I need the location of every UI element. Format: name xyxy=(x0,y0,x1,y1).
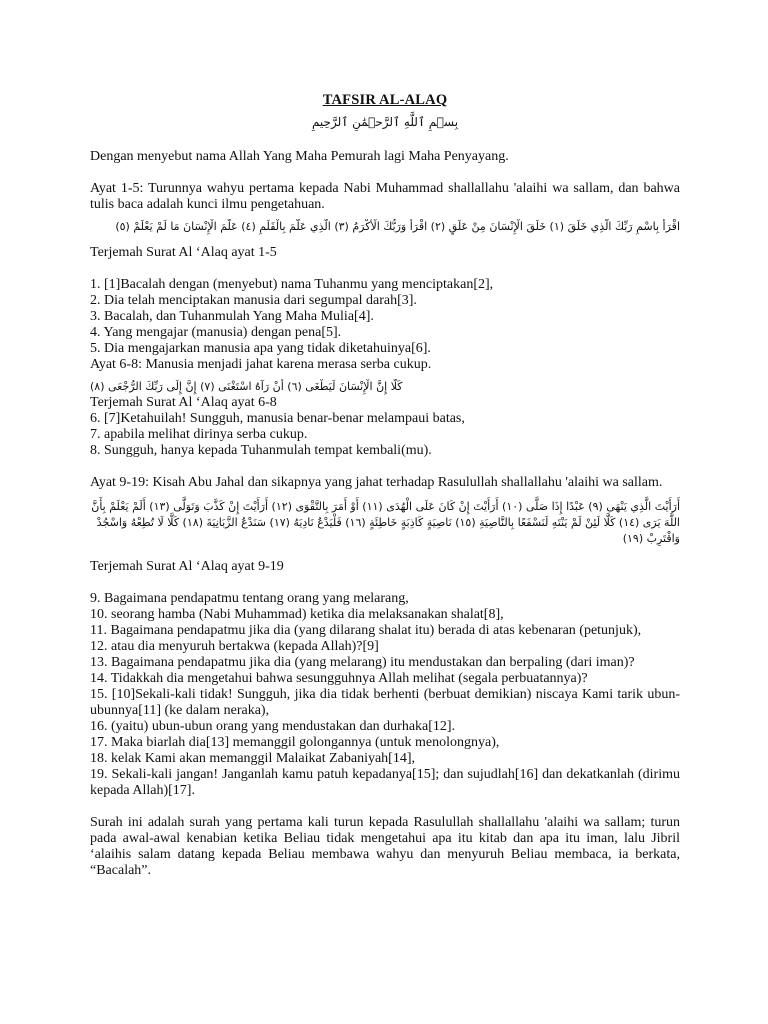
list-item: 13. Bagaimana pendapatmu jika dia (yang melarang) itu mendustakan dan berpaling (dari iman)? xyxy=(90,655,635,670)
list-item: 10. seorang hamba (Nabi Muhammad) ketika dia melaksanakan shalat[8], xyxy=(90,607,504,622)
list-item: 14. Tidakkah dia mengetahui bahwa sesungguhnya Allah melihat (segala perbuatannya)? xyxy=(90,671,588,686)
section3-heading: Ayat 9-19: Kisah Abu Jahal dan sikapnya yang jahat terhadap Rasulullah shallallahu 'alaihi wa sallam. xyxy=(90,475,663,490)
list-item: 6. [7]Ketahuilah! Sungguh, manusia benar-benar melampaui batas, xyxy=(90,411,465,426)
list-item: 11. Bagaimana pendapatmu jika dia (yang dilarang shalat itu) berada di atas kebenaran (petunjuk), xyxy=(90,623,642,638)
section2-arabic: كَلَّا إِنَّ الْإِنْسَانَ لَيَطْغَى (٦) أَنْ رَآهُ اسْتَغْنَى (٧) إِنَّ إِلَى رَبِّكَ الرُّجْعَى (٨) xyxy=(90,380,403,393)
list-item: 16. (yaitu) ubun-ubun orang yang mendustakan dan durhaka[12]. xyxy=(90,719,456,734)
page-title: TAFSIR AL-ALAQ xyxy=(322,92,448,108)
list-item: 7. apabila melihat dirinya serba cukup. xyxy=(90,427,308,442)
list-item: 2. Dia telah menciptakan manusia dari segumpal darah[3]. xyxy=(90,293,417,308)
document-body xyxy=(90,92,680,879)
section2-heading: Ayat 6-8: Manusia menjadi jahat karena merasa serba cukup. xyxy=(90,357,432,372)
section3-translation-heading: Terjemah Surat Al ‘Alaq ayat 9-19 xyxy=(90,559,284,574)
list-item: 12. atau dia menyuruh bertakwa (kepada Allah)?[9] xyxy=(90,639,379,654)
section1-translation-heading: Terjemah Surat Al ‘Alaq ayat 1-5 xyxy=(90,245,277,260)
closing-paragraph: Surah ini adalah surah yang pertama kali turun kepada Rasulullah shallallahu 'alaihi wa sallam; turun pada awal-awal kenabian ketika Beliau tidak mengetahui apa itu kitab dan apa itu iman, lalu Jibril ‘alaihis salam datang kepada Beliau membawa wahyu dan menyuruh Beliau membaca, ia berkata, “Bacalah”. xyxy=(90,815,680,878)
bismillah-arabic: بِسۡمِ ٱللَّهِ ٱلرَّحۡمَٰنِ ٱلرَّحِيمِ xyxy=(311,115,459,129)
list-item: 19. Sekali-kali jangan! Janganlah kamu patuh kepadanya[15]; dan sujudlah[16] dan dekatkanlah (dirimu kepada Allah)[17]. xyxy=(90,767,680,798)
section3-arabic: أَرَأَيْتَ الَّذِي يَنْهَى (٩) عَبْدًا إِذَا صَلَّى (١٠) أَرَأَيْتَ إِنْ كَانَ عَلَى الْهُدَى (١١) أَوْ أَمَرَ بِالتَّقْوَى (١٢) أَرَأَيْتَ إِنْ كَذَّبَ وَتَوَلَّى (١٣) أَلَمْ يَعْلَمْ بِأَنَّ اللَّهَ يَرَى (١٤) كَلَّا لَئِنْ لَمْ يَنْتَهِ لَنَسْفَعًا بِالنَّاصِيَةِ (١٥) نَاصِيَةٍ كَاذِبَةٍ خَاطِئَةٍ (١٦) فَلْيَدْعُ نَادِيَهُ (١٧) سَنَدْعُ الزَّبَانِيَةَ (١٨) كَلَّا لَا تُطِعْهُ وَاسْجُدْ وَاقْتَرِبْ (١٩) xyxy=(91,500,680,545)
section1-arabic: اقْرَأْ بِاسْمِ رَبِّكَ الَّذِي خَلَقَ (١) خَلَقَ الْإِنْسَانَ مِنْ عَلَقٍ (٢) اقْرَأْ وَرَبُّكَ الْأَكْرَمُ (٣) الَّذِي عَلَّمَ بِالْقَلَمِ (٤) عَلَّمَ الْإِنْسَانَ مَا لَمْ يَعْلَمْ (٥) xyxy=(115,220,680,233)
list-item: 3. Bacalah, dan Tuhanmulah Yang Maha Mulia[4]. xyxy=(90,309,374,324)
list-item: 17. Maka biarlah dia[13] memanggil golongannya (untuk menolongnya), xyxy=(90,735,500,750)
section1-heading: Ayat 1-5: Turunnya wahyu pertama kepada Nabi Muhammad shallallahu 'alaihi wa sallam, dan bahwa tulis baca adalah kunci ilmu pengetahuan. xyxy=(90,181,680,212)
list-item: 15. [10]Sekali-kali tidak! Sungguh, jika dia tidak berhenti (berbuat demikian) niscaya Kami tarik ubun-ubunnya[11] (ke dalam neraka), xyxy=(90,687,680,718)
list-item: 18. kelak Kami akan memanggil Malaikat Zabaniyah[14], xyxy=(90,751,416,766)
intro-paragraph: Dengan menyebut nama Allah Yang Maha Pemurah lagi Maha Penyayang. xyxy=(90,149,509,164)
list-item: 1. [1]Bacalah dengan (menyebut) nama Tuhanmu yang menciptakan[2], xyxy=(90,277,494,292)
list-item: 8. Sungguh, hanya kepada Tuhanmulah tempat kembali(mu). xyxy=(90,443,432,458)
list-item: 5. Dia mengajarkan manusia apa yang tidak diketahuinya[6]. xyxy=(90,341,431,356)
section2-translation-heading: Terjemah Surat Al ‘Alaq ayat 6-8 xyxy=(90,395,277,410)
list-item: 9. Bagaimana pendapatmu tentang orang yang melarang, xyxy=(90,591,409,606)
list-item: 4. Yang mengajar (manusia) dengan pena[5]. xyxy=(90,325,342,340)
